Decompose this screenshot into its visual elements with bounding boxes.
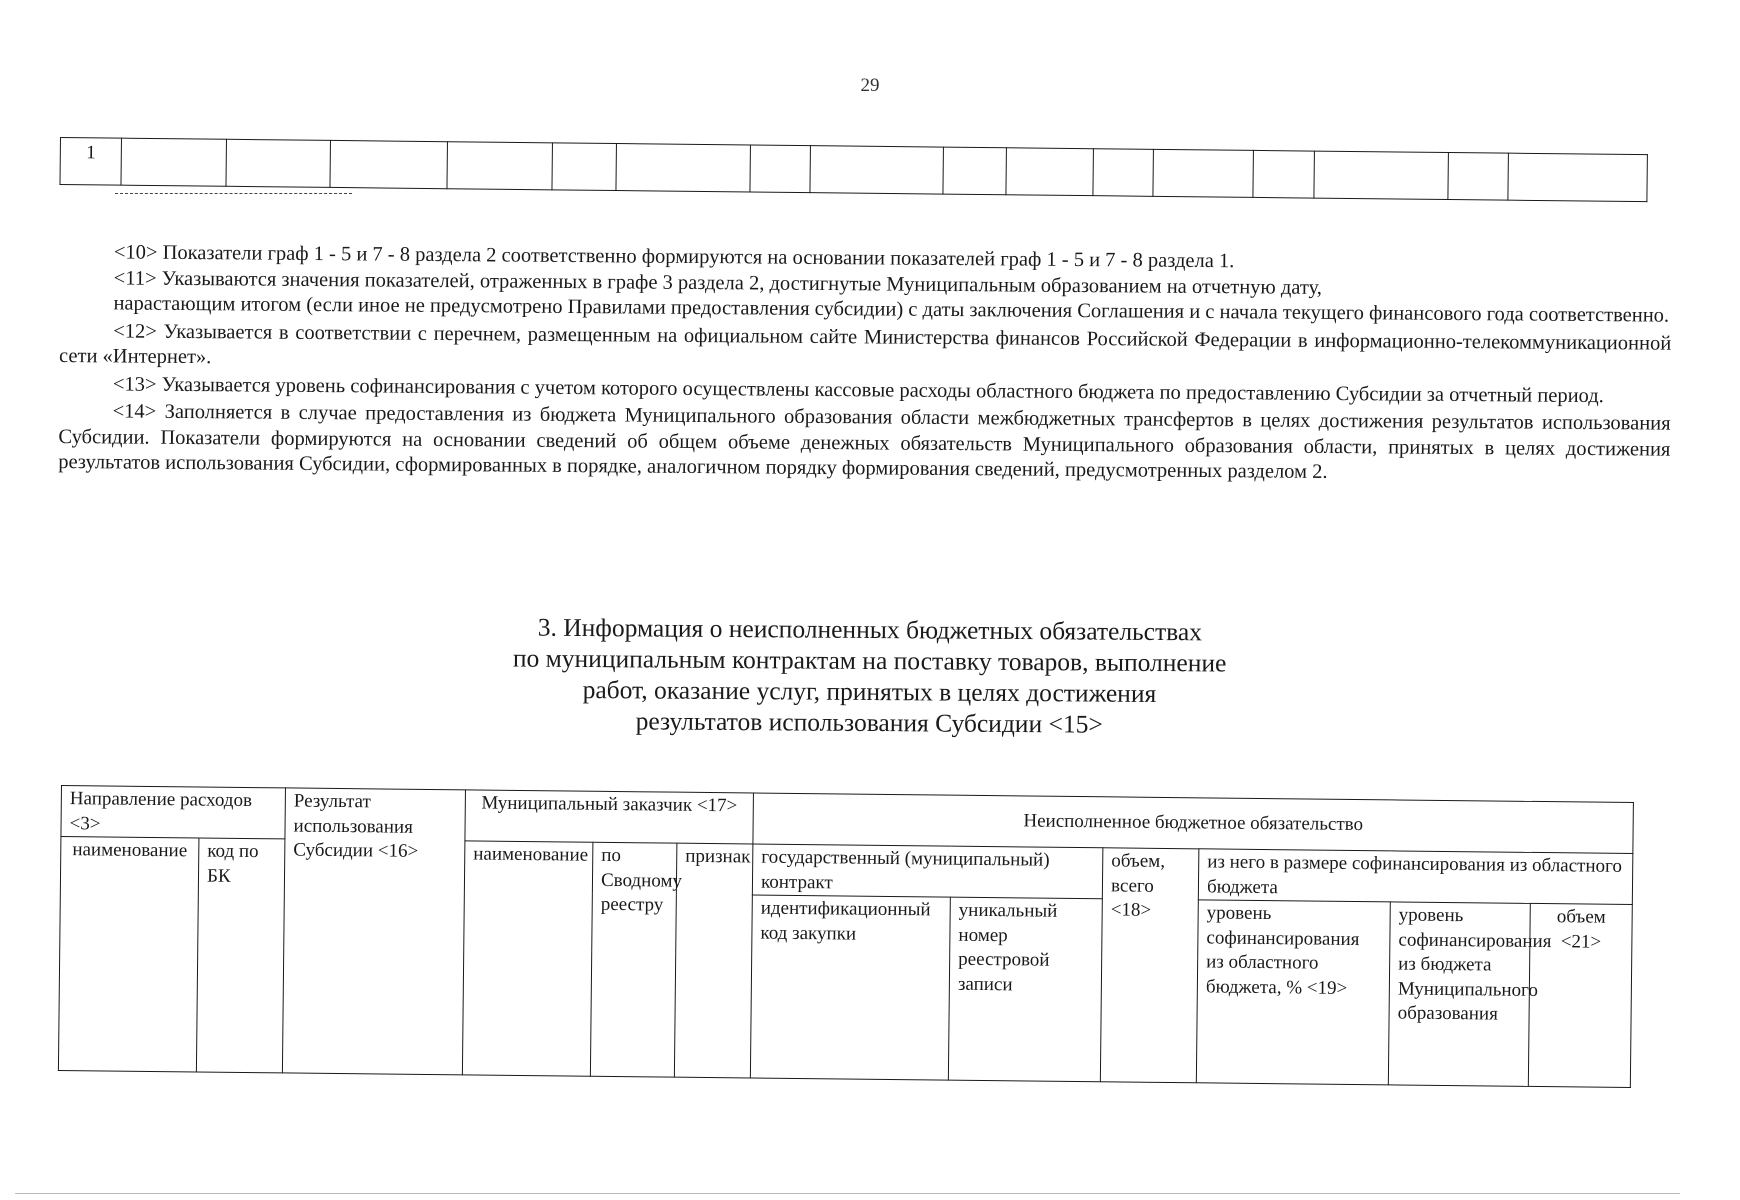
table-cell (1508, 153, 1647, 201)
header-registry: по Сводному реестру (590, 842, 677, 1077)
section-3-heading-line: результатов использования Субсидии <15> (635, 706, 1103, 739)
table-cell (943, 147, 1007, 195)
header-direction: Направление расходов <3> (61, 786, 286, 839)
header-obligation: Неисполненное бюджетное обязательство (753, 793, 1634, 854)
page-bottom-rule (15, 1193, 1680, 1194)
table-cell (121, 138, 226, 186)
section-3-heading-line: 3. Информация о неисполненных бюджетных обязательствах (537, 612, 1203, 647)
header-sign: признак (674, 843, 753, 1078)
header-bk-code: код по БК (196, 838, 285, 1073)
table-cell (750, 145, 811, 193)
table-cell (1153, 149, 1253, 197)
footnote-12: <12> Указывается в соответствии с перечнем, размещенным на официальном сайте Министерства финансов Российской Федерации в информационно-телекоммуникационной сети «Интернет». (59, 319, 1672, 369)
footnote-separator (115, 193, 352, 194)
page-number: 29 (860, 75, 880, 96)
header-purchase-code: идентификационный код закупки (750, 895, 950, 1080)
header-cofinancing: из него в размере софинансирования из областного бюджета (1198, 849, 1633, 905)
header-municipal-cofinancing-level: уровень софинансирования из бюджета Муниципального образования (1388, 902, 1530, 1087)
footnote-11-continuation: нарастающим итогом (если иное не предусмотрено Правилами предоставления субсидии) с даты заключения Соглашения и с начала текущего финансового года соответственно. (113, 292, 1670, 327)
table-cell (226, 139, 331, 187)
footnote-14: <14> Заполняется в случае предоставления из бюджета Муниципального образования области межбюджетных трансфертов в целях достижения результатов использования Субсидии. Показатели формируются на основании сведений об общем объеме денежных обязательств Муниципального образования области, принятых в целях достижения результатов использования Субсидии, сформированных в порядке, аналогичном порядку формирования сведений, предусмотренных разделом 2. (58, 400, 1671, 483)
header-regional-cofinancing-level: уровень софинансирования из областного бюджета, % <19> (1196, 900, 1390, 1085)
header-registry-number: уникальный номер реестровой записи (948, 897, 1102, 1082)
header-result: Результат использования Субсидии <16> (282, 788, 465, 1075)
section-3-heading-line: работ, оказание услуг, принятых в целях достижения (582, 674, 1157, 709)
table-cell (552, 143, 616, 191)
table-cell (616, 144, 751, 192)
table-cell (810, 146, 943, 194)
footnote-13: <13> Указывается уровень софинансирования с учетом которого осуществлены кассовые расходы областного бюджета по предоставлению Субсидии за отчетный период. (112, 372, 1604, 407)
table-cell (330, 140, 448, 188)
header-volume: объем <21> (1528, 903, 1632, 1087)
header-customer-name: наименование (462, 841, 593, 1076)
section-3-heading-line: по муниципальным контрактам на поставку товаров, выполнение (512, 643, 1227, 678)
footnote-11: <11> Указываются значения показателей, отраженных в графе 3 раздела 2, достигнутые Муниципальным образованием на отчетную дату, (113, 266, 1323, 299)
table-cell (447, 142, 553, 190)
unfulfilled-obligations-table (58, 785, 1634, 1088)
header-contract: государственный (муниципальный) контракт (752, 844, 1103, 899)
header-volume-total: объем, всего <18> (1100, 848, 1199, 1083)
header-customer: Муниципальный заказчик <17> (465, 790, 754, 844)
header-name: наименование (58, 837, 199, 1072)
table-cell (1313, 151, 1448, 199)
table-cell (1006, 148, 1094, 196)
table-cell (1253, 150, 1314, 198)
section-3-heading (0, 608, 1740, 744)
header-row-1 (61, 786, 1634, 854)
table-cell (1448, 153, 1509, 201)
table-cell-first: 1 (60, 138, 122, 186)
table-cell (1093, 149, 1154, 197)
footnotes (58, 240, 1672, 488)
footnote-10: <10> Показатели граф 1 - 5 и 7 - 8 раздела 2 соответственно формируются на основании показателей граф 1 - 5 и 7 - 8 раздела 1. (113, 241, 1235, 273)
